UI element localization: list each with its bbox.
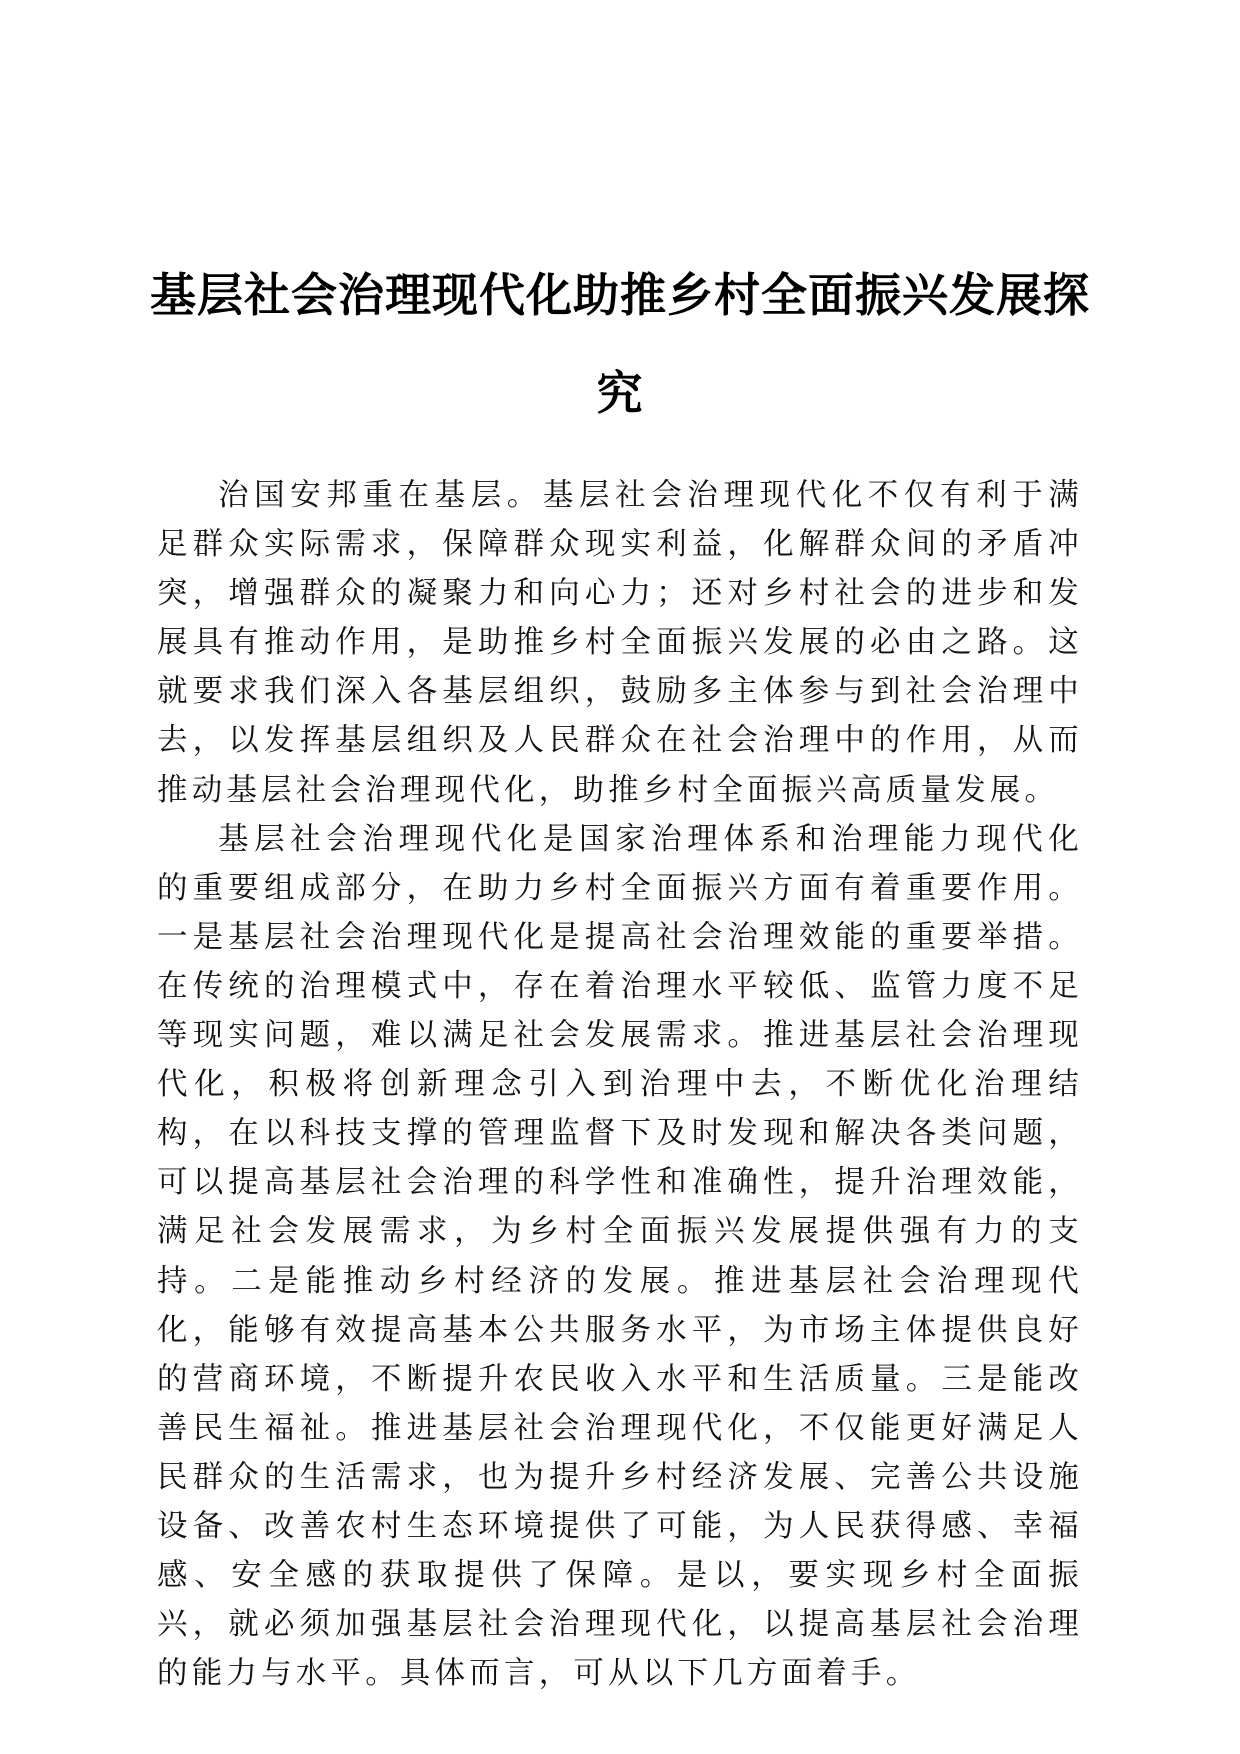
paragraph-1: 治国安邦重在基层。基层社会治理现代化不仅有利于满足群众实际需求，保障群众现实利益，化解群众间的矛盾冲突，增强群众的凝聚力和向心力；还对乡村社会的进步和发展具有推动作用，是助推乡村全面振兴发展的必由之路。这就要求我们深入各基层组织，鼓励多主体参与到社会治理中去，以发挥基层组织及人民群众在社会治理中的作用，从而推动基层社会治理现代化，助推乡村全面振兴高质量发展。 [157,478,1083,808]
document-title: 基层社会治理现代化助推乡村全面振兴发展探究 [150,268,1090,420]
paragraph-2: 基层社会治理现代化是国家治理体系和治理能力现代化的重要组成部分，在助力乡村全面振兴方面有着重要作用。一是基层社会治理现代化是提高社会治理效能的重要举措。在传统的治理模式中，存在着治理水平较低、监管力度不足等现实问题，难以满足社会发展需求。推进基层社会治理现代化，积极将创新理念引入到治理中去，不断优化治理结构，在以科技支撑的管理监督下及时发现和解决各类问题，可以提高基层社会治理的科学性和准确性，提升治理效能，满足社会发展需求，为乡村全面振兴发展提供强有力的支持。二是能推动乡村经济的发展。推进基层社会治理现代化，能够有效提高基本公共服务水平，为市场主体提供良好的营商环境，不断提升农民收入水平和生活质量。三是能改善民生福祉。推进基层社会治理现代化，不仅能更好满足人民群众的生活需求，也为提升乡村经济发展、完善公共设施设备、改善农村生态环境提供了可能，为人民获得感、幸福感、安全感的获取提供了保障。是以，要实现乡村全面振兴，就必须加强基层社会治理现代化，以提高基层社会治理的能力与水平。具体而言，可从以下几方面着手。 [157,821,1083,1692]
document-body [157,471,1083,1698]
